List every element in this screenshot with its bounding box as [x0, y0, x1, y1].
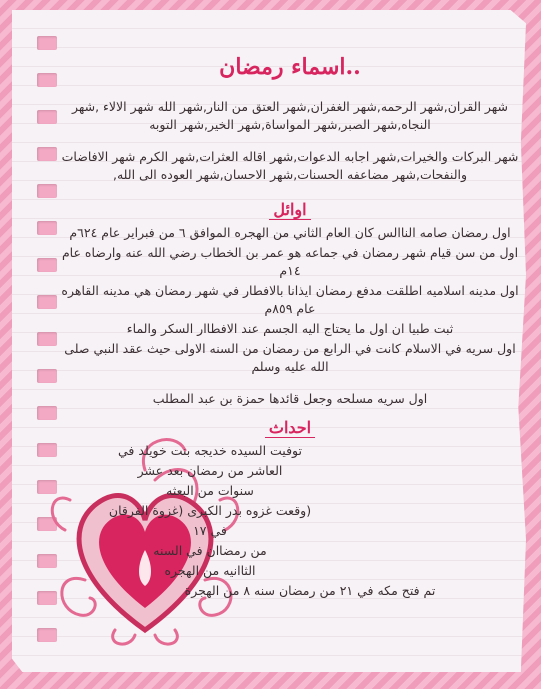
binder-hole: [37, 73, 57, 87]
ahdath-line: العاشر من رمضان بعد عشر: [137, 463, 283, 478]
content-area: [60, 38, 520, 602]
binder-hole: [37, 221, 57, 235]
awail-line: اول سريه في الاسلام كانت في الرابع من رمضان من السنه الاولى حيث عقد النبي صلى الله عليه وسلم: [64, 341, 516, 374]
awail-line: اول من سن قيام شهر رمضان في جماعه هو عمر بن الخطاب رضي الله عنه وارضاه عام ١٤م: [61, 245, 519, 278]
ahdath-line: تم فتح مكه في ٢١ من رمضان سنه ٨ من الهجرة: [184, 583, 436, 598]
ahdath-line: سنوات من البعثه: [166, 483, 254, 498]
binder-hole: [37, 36, 57, 50]
page-title: ..اسماء رمضان: [219, 54, 361, 80]
names-paragraph-1: شهر القران,شهر الرحمه,شهر الغفران,شهر العتق من النار,شهر الله شهر الالاء ,شهر النجاه,شهر الصبر,شهر المواساة,شهر الخير,شهر التوبه: [71, 99, 509, 132]
awail-line: اول رمضان صامه الناالس كان العام الثاني من الهجره الموافق ٦ من فبراير عام ٦٢٤م: [69, 225, 511, 240]
names-paragraph-2: شهر البركات والخيرات,شهر اجابه الدعوات,شهر اقاله العثرات,شهر الكرم شهر الافاضات والنفحات,شهر مضاعفه الحسنات,شهر الاحسان,شهر العوده الى الله,: [61, 149, 519, 182]
ahdath-list: [80, 442, 340, 580]
binder-hole: [37, 369, 57, 383]
ahdath-line: الثاانيه من الهجره: [164, 563, 256, 578]
awail-line: ثبت طبيا ان اول ما يحتاج اليه الجسم عند الافطاار السكر والماء: [126, 321, 454, 336]
binder-hole: [37, 295, 57, 309]
binder-hole: [37, 110, 57, 124]
ahdath-line: توفيت السيده خديجه بنت خويلد في: [118, 443, 302, 458]
binder-hole: [37, 332, 57, 346]
binder-hole: [37, 258, 57, 272]
binder-hole: [37, 406, 57, 420]
ahdath-line: (وقعت غزوه بدر الكبرى (غزوة الفرقان: [108, 503, 312, 518]
awail-line: اول مدينه اسلاميه اطلقت مدفع رمضان ايذانا بالافطار في شهر رمضان هي مدينه القاهره عام ٨٥٩م: [61, 283, 519, 316]
ahdath-line: من رمضاان في السنه: [153, 543, 267, 558]
binder-hole: [37, 184, 57, 198]
awail-heading: اوائل: [269, 200, 310, 220]
ahdath-heading: احداث: [265, 418, 315, 438]
ahdath-line: في ١٧: [193, 523, 227, 538]
binder-hole: [37, 147, 57, 161]
awail-line: اول سريه مسلحه وجعل قائدها حمزة بن عبد المطلب: [152, 391, 428, 406]
